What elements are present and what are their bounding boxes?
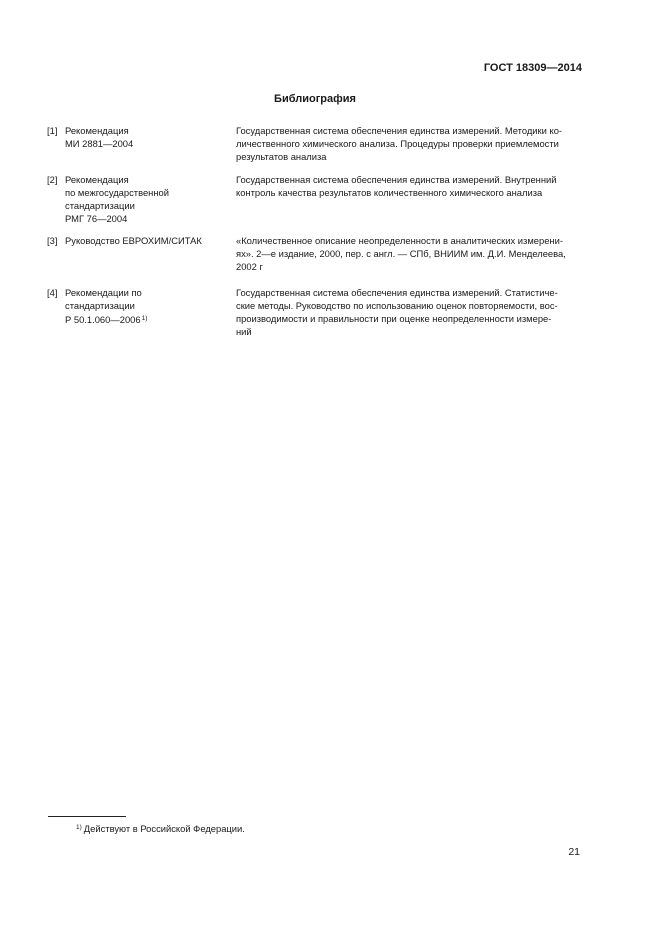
entry-description-line: производимости и правильности при оценке неопределенности измере-: [236, 313, 552, 324]
bibliography-entry: [47, 286, 583, 338]
bibliography-entry: [47, 173, 583, 225]
entry-source-line: [65, 312, 236, 326]
footnote-reference: 1): [141, 315, 148, 322]
page-title: Библиография: [274, 93, 356, 105]
entry-description-line: 2002 г: [236, 261, 263, 272]
entry-description-line: ний: [236, 326, 252, 337]
entry-description-line: контроль качества результатов количественного химического анализа: [236, 187, 543, 198]
entry-number: [1]: [47, 125, 58, 136]
entry-description: [236, 234, 583, 273]
entry-source: [65, 124, 236, 163]
entry-source: [65, 234, 236, 273]
entry-source-line: МИ 2881—2004: [65, 138, 134, 149]
document-code: ГОСТ 18309—2014: [483, 62, 582, 74]
entry-source-line: РМГ 76—2004: [65, 213, 128, 224]
entry-source-code: Р 50.1.060—2006: [65, 314, 141, 325]
bibliography-entry: [47, 234, 583, 273]
entry-description-line: личественного химического анализа. Процедуры проверки приемлемости: [236, 138, 559, 149]
footnote-text: Действуют в Российской Федерации.: [83, 823, 245, 834]
entry-source-line: Рекомендация: [65, 125, 129, 136]
entry-description: [236, 124, 583, 163]
entry-description: [236, 286, 583, 338]
entry-source: [65, 286, 236, 338]
entry-description-line: Государственная система обеспечения единства измерений. Внутренний: [236, 174, 557, 185]
entry-description-line: Государственная система обеспечения единства измерений. Методики ко-: [236, 125, 563, 136]
entry-description-line: ские методы. Руководство по использованию оценок повторяемости, вос-: [236, 300, 558, 311]
bibliography-entry: [47, 124, 583, 163]
entry-number: [2]: [47, 174, 58, 185]
page-number: 21: [568, 846, 580, 858]
entry-source-line: стандартизации: [65, 300, 135, 311]
entry-source-line: по межгосударственной: [65, 187, 169, 198]
entry-description: [236, 173, 583, 225]
entry-description-line: ях». 2—е издание, 2000, пер. с англ. — СПб, ВНИИМ им. Д.И. Менделеева,: [236, 248, 566, 259]
entry-source-line: Руководство ЕВРОХИМ/СИТАК: [65, 235, 202, 246]
entry-source: [65, 173, 236, 225]
entry-description-line: Государственная система обеспечения единства измерений. Статистиче-: [236, 287, 558, 298]
entry-description-line: результатов анализа: [236, 151, 327, 162]
entry-number: [4]: [47, 287, 58, 298]
bibliography-list: [47, 124, 583, 338]
entry-number: [3]: [47, 235, 58, 246]
footnote-divider: [48, 816, 126, 817]
footnote: [76, 823, 245, 834]
entry-source-line: Рекомендации по: [65, 287, 142, 298]
footnote-mark: 1): [76, 824, 82, 831]
entry-description-line: «Количественное описание неопределенности в аналитических измерени-: [236, 235, 563, 246]
entry-source-line: Рекомендация: [65, 174, 129, 185]
entry-source-line: стандартизации: [65, 200, 135, 211]
